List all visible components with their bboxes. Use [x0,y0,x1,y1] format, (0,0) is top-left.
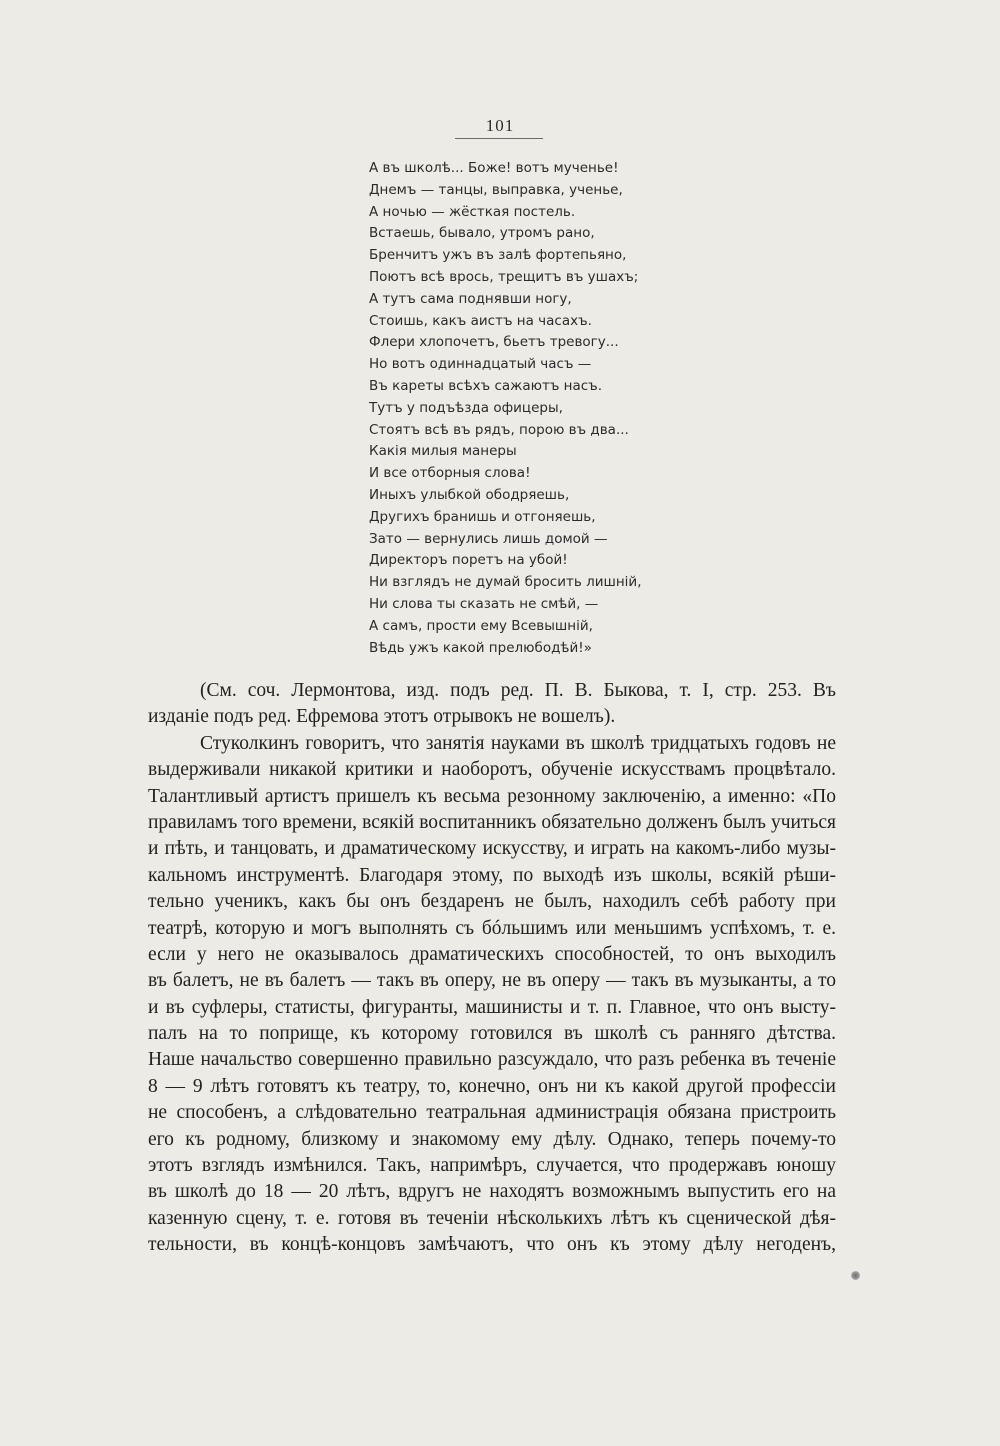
paragraph-line: тельно ученикъ, какъ бы онъ бездаренъ не былъ, находилъ себѣ работу при [148,891,836,913]
page-number: 101 [485,116,515,135]
poem-line: Но вотъ одиннадцатый часъ — [369,356,592,373]
poem-line: Флери хлопочетъ, бьетъ тревогу... [369,334,619,351]
prose-block [148,678,836,1259]
poem-line: А самъ, прости ему Всевышній, [369,617,593,634]
paragraph-line: кальномъ инструментѣ. Благодаря этому, по выходѣ изъ школы, всякій рѣши- [148,864,836,886]
paragraph-line: и въ суфлеры, статисты, фигуранты, машинисты и т. п. Главное, что онъ высту- [148,996,836,1018]
paragraph-line: изданіе подъ ред. Ефремова этотъ отрывокъ не вошелъ). [148,706,616,728]
poem-line: Стоятъ всѣ въ рядъ, порою въ два... [369,421,629,438]
paragraph-line: Талантливый артистъ пришелъ къ весьма резонному заключенію, а именно: «По [148,785,836,807]
poem-line: Стоишь, какъ аистъ на часахъ. [369,312,592,329]
paragraph-line: правиламъ того времени, всякій воспитанникъ обязательно долженъ былъ учиться [148,811,836,833]
poem-line: Встаешь, бывало, утромъ рано, [369,225,595,242]
poem-line: Бренчитъ ужъ въ залѣ фортепьяно, [369,247,627,264]
paragraph-line: Стуколкинъ говоритъ, что занятія науками въ школѣ тридцатыхъ годовъ не [200,732,836,754]
paragraph-line: 8 — 9 лѣтъ готовятъ къ театру, то, конечно, онъ ни къ какой другой профессіи [148,1075,836,1097]
poem-line: Другихъ бранишь и отгоняешь, [369,508,596,525]
paragraph-line: если у него не оказывалось драматическихъ способностей, то онъ выходилъ [148,943,836,965]
poem-line: Какія милыя манеры [369,443,517,460]
poem-line: И все отборныя слова! [369,465,531,482]
paragraph-line: и пѣть, и танцовать, и драматическому искусству, и играть на какомъ-либо музы- [148,838,836,860]
paragraph-line: въ школѣ до 18 — 20 лѣтъ, вдругъ не находятъ возможнымъ выпустить его на [148,1181,836,1203]
poem-line: А ночью — жёсткая постель. [369,203,576,220]
poem-line: Ни слова ты сказать не смѣй, — [369,595,599,612]
paragraph-line: (См. соч. Лермонтова, изд. подъ ред. П. В. Быкова, т. I, стр. 253. Въ [200,680,836,701]
paragraph-line: этотъ взглядъ измѣнился. Такъ, напримѣръ, случается, что продержавъ юношу [148,1155,836,1177]
poem-line: А тутъ сама поднявши ногу, [369,290,572,307]
paragraph-line: выдерживали никакой критики и наоборотъ, обученіе искусствамъ процвѣтало. [148,759,836,781]
paragraph-line: въ балетъ, не въ балетъ — такъ въ оперу, не въ оперу — такъ въ музыканты, а то [148,970,836,992]
paragraph-line: тельности, въ концѣ-концовъ замѣчаютъ, что онъ къ этому дѣлу негоденъ, [148,1234,836,1256]
poem-line: А въ школѣ... Боже! вотъ мученье! [369,160,619,176]
poem-line: Иныхъ улыбкой ободряешь, [369,486,570,503]
poem-line: Директоръ поретъ на убой! [369,552,568,569]
header-rule [455,138,543,139]
poem-line: Вѣдь ужъ какой прелюбодѣй!» [369,639,592,656]
poem-line: Днемъ — танцы, выправка, ученье, [369,181,623,198]
poem-line: Въ кареты всѣхъ сажаютъ насъ. [369,377,603,394]
poem-line: Поютъ всѣ врось, трещитъ въ ушахъ; [369,268,639,285]
poem-line: Ни взглядъ не думай бросить лишній, [369,574,642,591]
paragraph-line: казенную сцену, т. е. готовя въ теченіи нѣсколькихъ лѣтъ къ сценической дѣя- [148,1207,836,1229]
paragraph-line: Наше начальство совершенно правильно разсуждало, что разъ ребенка въ теченіе [148,1049,836,1071]
paragraph-line: палъ на то поприще, къ которому готовился въ школѣ съ ранняго дѣтства. [148,1023,836,1045]
paragraph-line: его къ родному, близкому и знакомому ему дѣлу. Однако, теперь почему-то [148,1128,836,1150]
poem-line: Зато — вернулись лишь домой — [369,530,608,547]
poem-block [369,158,669,659]
paragraph-line: не способенъ, а слѣдовательно театральная администрація обязана пристроить [148,1102,836,1124]
ink-spot [851,1271,860,1280]
paragraph-line: театрѣ, которую и могъ выполнять съ бóльшимъ или меньшимъ успѣхомъ, т. е. [148,917,836,939]
poem-line: Тутъ у подъѣзда офицеры, [369,399,563,416]
